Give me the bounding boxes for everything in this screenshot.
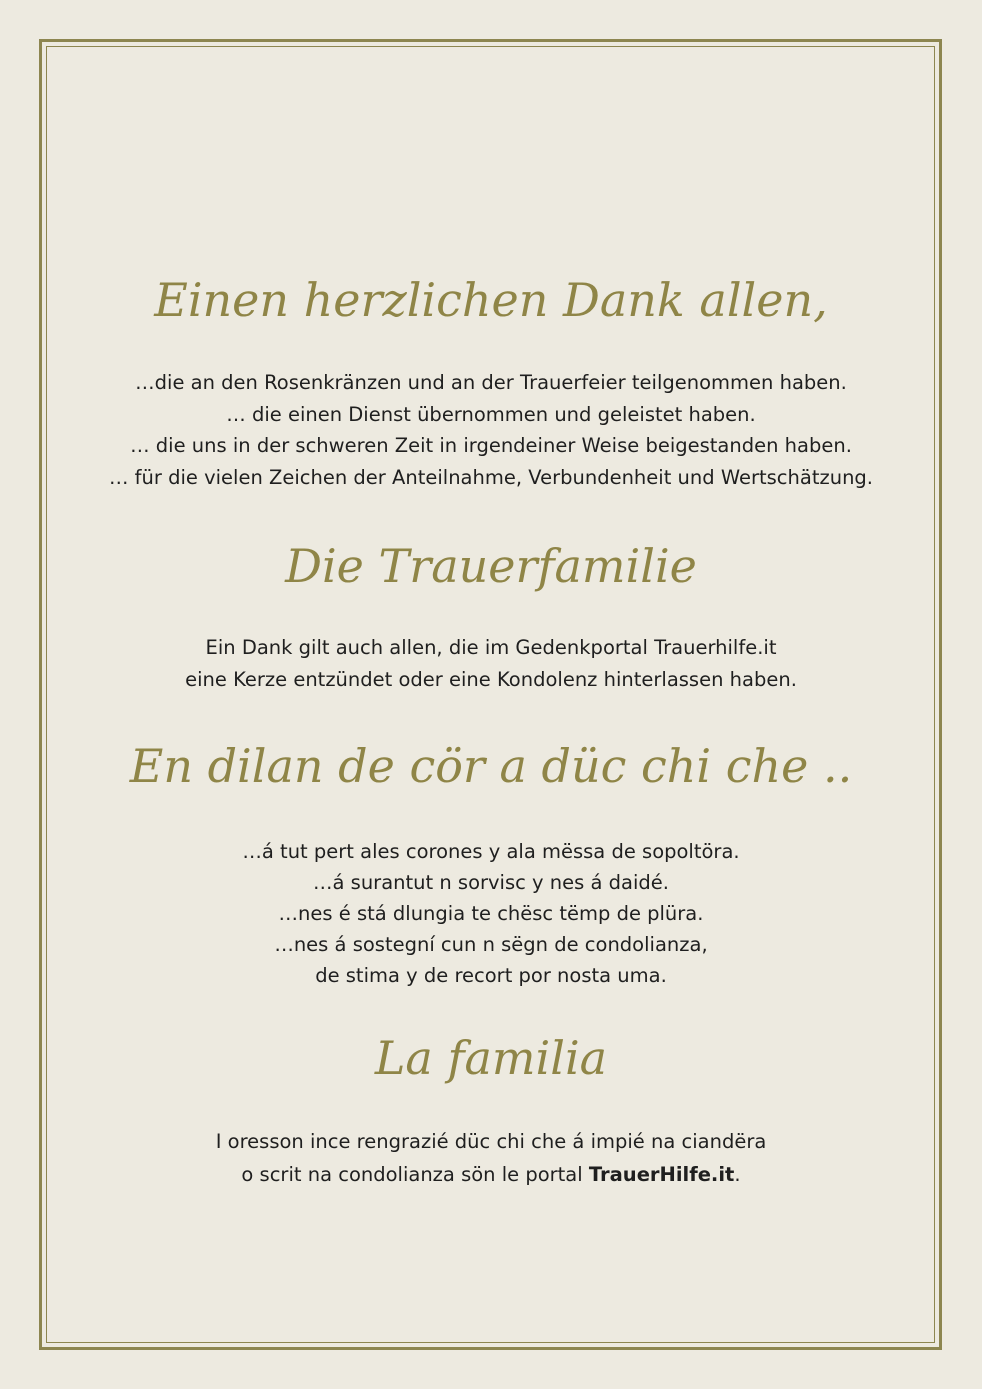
thanks-line-3: … die uns in der schweren Zeit in irgendeiner Weise beigestanden haben. <box>130 434 852 457</box>
thanks-lines-german <box>50 367 932 493</box>
portal-ladin-line-1: I oresson ince rengrazié düc chi che á impié na ciandëra <box>215 1130 767 1153</box>
ladin-line-2: …á surantut n sorvisc y nes á daidé. <box>313 871 669 894</box>
ladin-line-3: …nes é stá dlungia te chësc tëmp de plüra. <box>278 902 704 925</box>
ladin-line-4: …nes á sostegní cun n sëgn de condolianza, <box>274 933 708 956</box>
portal-ladin-line-2-suffix: . <box>734 1163 741 1186</box>
portal-line-1: Ein Dank gilt auch allen, die im Gedenkportal Trauerhilfe.it <box>205 636 777 659</box>
thanks-line-1: …die an den Rosenkränzen und an der Trauerfeier teilgenommen haben. <box>135 371 847 394</box>
portal-ladin-line-2 <box>50 1158 932 1191</box>
heading-thanks: Einen herzlichen Dank allen, <box>154 273 828 327</box>
heading-thanks-ladin: En dilan de cör a düc chi che .. <box>129 739 853 793</box>
heading-family-ladin: La familia <box>374 1031 608 1085</box>
portal-lines-ladin <box>50 1125 932 1191</box>
portal-ladin-line-2-prefix: o scrit na condolianza sön le portal <box>241 1163 589 1186</box>
ladin-line-1: …á tut pert ales corones y ala mëssa de sopoltöra. <box>242 840 740 863</box>
portal-name-bold: TrauerHilfe.it <box>588 1163 735 1186</box>
ladin-line-5: de stima y de recort por nosta uma. <box>315 964 667 987</box>
portal-line-2: eine Kerze entzündet oder eine Kondolenz hinterlassen haben. <box>185 668 797 691</box>
thanks-line-2: … die einen Dienst übernommen und geleistet haben. <box>226 402 756 426</box>
portal-lines-german <box>50 632 932 696</box>
heading-family-german: Die Trauerfamilie <box>285 539 697 593</box>
thanks-lines-ladin <box>50 836 932 991</box>
thanks-line-4: … für die vielen Zeichen der Anteilnahme, Verbundenheit und Wertschätzung. <box>108 465 874 489</box>
